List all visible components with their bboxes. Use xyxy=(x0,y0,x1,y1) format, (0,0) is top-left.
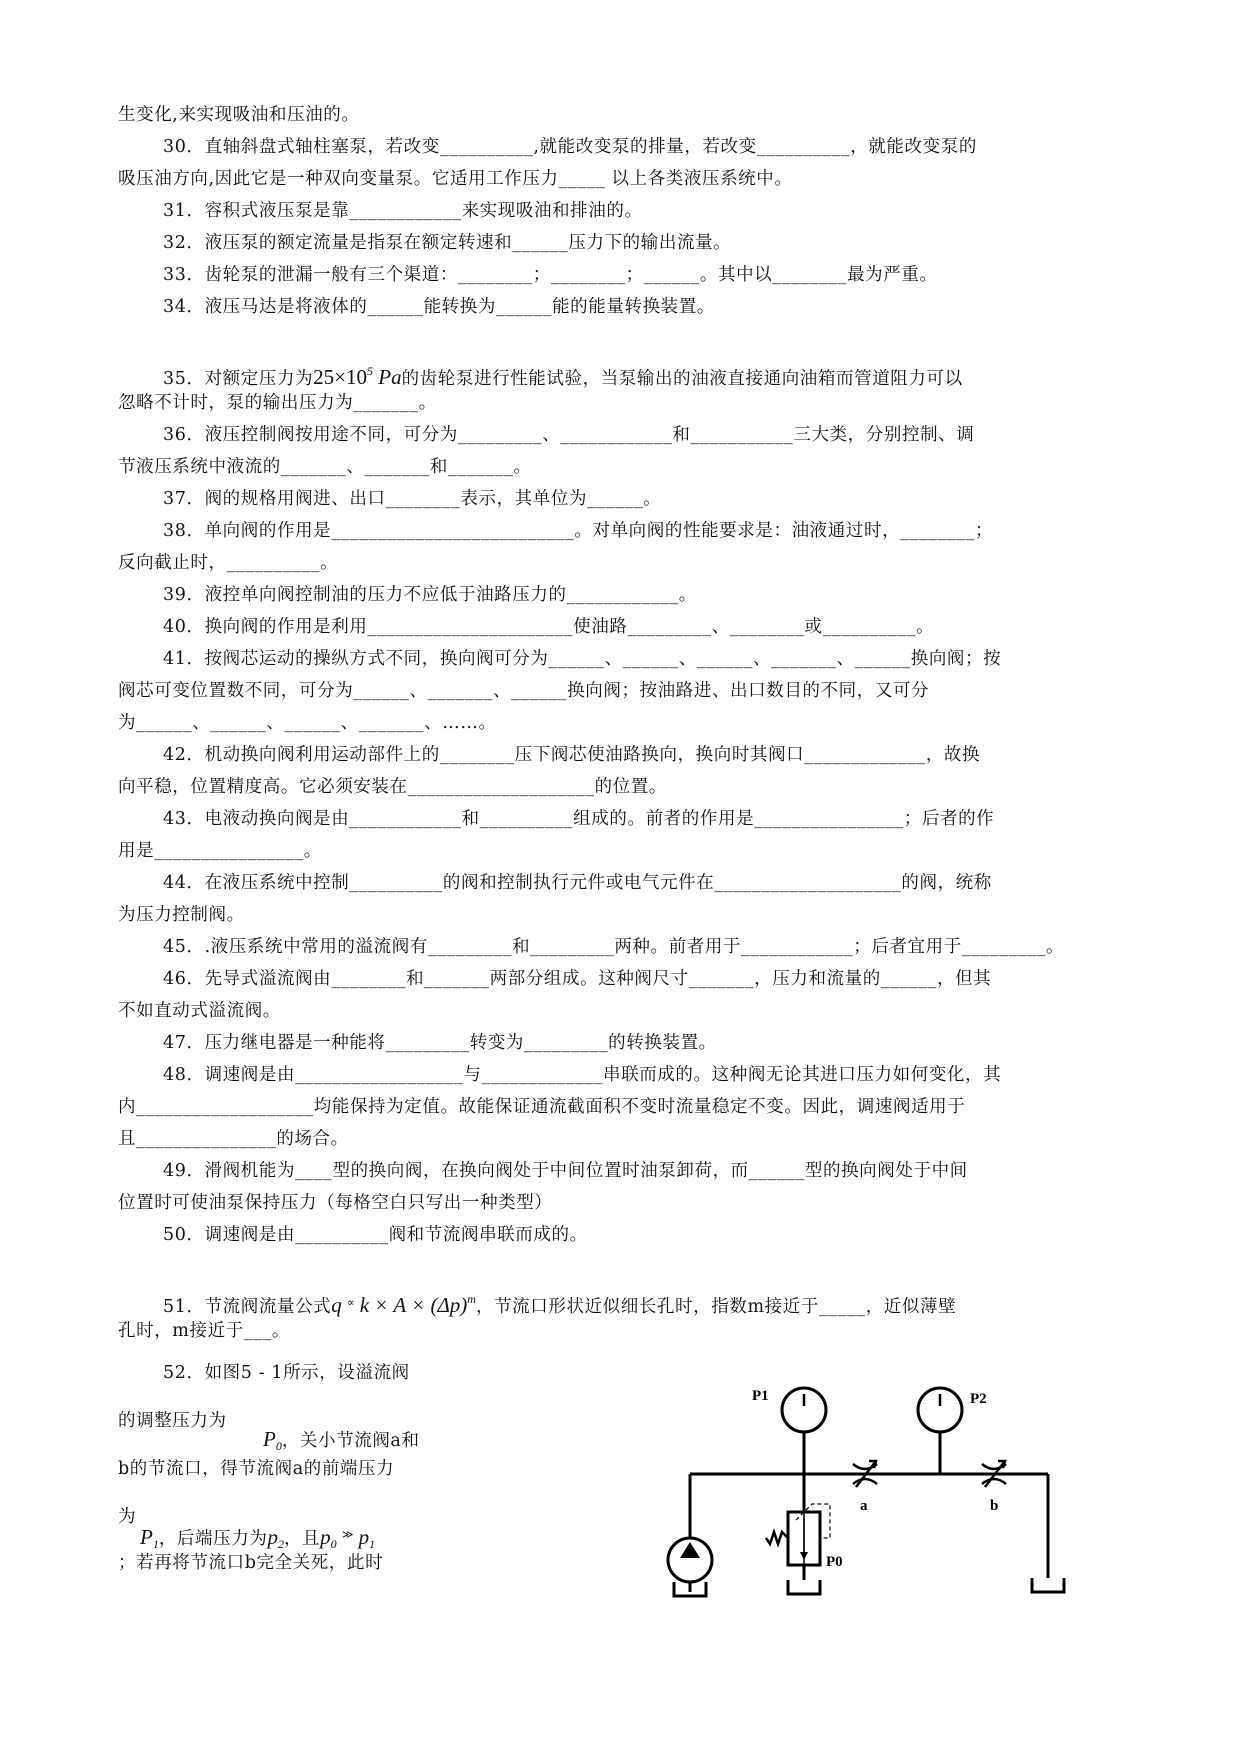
q51-prefix: 51．节流阀流量公式 xyxy=(163,1297,332,1317)
text-line: 节液压系统中液流的_______、_______和_______。 xyxy=(118,457,532,477)
text-line: 阀芯可变位置数不同，可分为______、_______、______换向阀；按油路进、出口数目的不同，又可分 xyxy=(118,681,930,701)
text-line: 41．按阀芯运动的操纵方式不同，换向阀可分为______、______、______、_______、______换向阀；按 xyxy=(163,649,1002,669)
figure-label-a: a xyxy=(860,1498,868,1514)
text-line: 36．液压控制阀按用途不同，可分为_________、____________和___________三大类，分别控制、调 xyxy=(163,425,975,445)
text-line: 38．单向阀的作用是__________________________。对单向阀的性能要求是：油液通过时，________； xyxy=(163,521,994,541)
q51-formula: q ∝ $k \times A \times (\Delta p)^m$ xyxy=(331,1292,476,1317)
text-line: 向平稳，位置精度高。它必须安装在____________________的位置。 xyxy=(118,777,667,797)
text-line: b的节流口，得节流阀a的前端压力 xyxy=(118,1459,395,1479)
text-line: 30．直轴斜盘式轴柱塞泵，若改变__________,就能改变泵的排量，若改变__________，就能改变泵的 xyxy=(163,137,977,157)
text-line: 用是________________。 xyxy=(118,841,322,861)
text-line: 位置时可使油泵保持压力（每格空白只写出一种类型） xyxy=(118,1193,553,1213)
q52-p1-line: $P_1$，后端压力为$p_2$，且$p_0$ ≫ $p_1$ xyxy=(140,1525,376,1551)
q35-suffix: 的齿轮泵进行性能试验，当泵输出的油液直接通向油箱而管道阻力可以 xyxy=(401,369,963,389)
text-line: 33．齿轮泵的泄漏一般有三个渠道：________；________；______。其中以________最为严重。 xyxy=(163,265,938,285)
text-line: 39．液控单向阀控制油的压力不应低于油路压力的____________。 xyxy=(163,585,697,605)
text-line: ；若再将节流口b完全关死，此时 xyxy=(118,1553,384,1573)
question-51 xyxy=(163,1292,956,1318)
text-line: 生变化,来实现吸油和压油的。 xyxy=(118,105,360,125)
q52-P0: $P_0$ xyxy=(263,1427,282,1453)
figure-label-p2: P2 xyxy=(970,1391,987,1407)
text-line: 48．调速阀是由__________________与_____________串联而成的。这种阀无论其进口压力如何变化，其 xyxy=(163,1065,1002,1085)
hydraulic-circuit-figure xyxy=(660,1370,1080,1600)
text-line: 49．滑阀机能为____型的换向阀，在换向阀处于中间位置时油泵卸荷，而______型的换向阀处于中间 xyxy=(163,1161,968,1181)
text-line: 为压力控制阀。 xyxy=(118,905,245,925)
text-line: 34．液压马达是将液体的______能转换为______能的能量转换装置。 xyxy=(163,297,715,317)
text-line: 40．换向阀的作用是利用______________________使油路_________、________或__________。 xyxy=(163,617,935,637)
text-line: 为______、______、______、_______、……。 xyxy=(118,713,497,733)
text-line: 47．压力继电器是一种能将_________转变为_________的转换装置。 xyxy=(163,1033,717,1053)
text-line: 42．机动换向阀利用运动部件上的________压下阀芯使油路换向，换向时其阀口_____________，故换 xyxy=(163,745,981,765)
text-line: 吸压油方向,因此它是一种双向变量泵。它适用工作压力_____ 以上各类液压系统中。 xyxy=(118,169,793,189)
text-line: 的调整压力为 xyxy=(118,1411,227,1431)
q52-p0-line: $P_0$，关小节流阀a和 xyxy=(263,1427,420,1453)
text-line: 37．阀的规格用阀进、出口________表示，其单位为______。 xyxy=(163,489,662,509)
q51-suffix: ，节流口形状近似细长孔时，指数m接近于_____，近似薄壁 xyxy=(475,1297,957,1317)
text-line: 不如直动式溢流阀。 xyxy=(118,1001,281,1021)
text-line: 孔时，m接近于___。 xyxy=(118,1321,290,1341)
text-line: 46．先导式溢流阀由________和_______两部分组成。这种阀尺寸_______，压力和流量的______，但其 xyxy=(163,969,992,989)
q35-formula: $25\times 10^5$ Pa xyxy=(313,364,402,389)
text-line: 31．容积式液压泵是靠____________来实现吸油和排油的。 xyxy=(163,201,643,221)
text-line: 内___________________均能保持为定值。故能保证通流截面积不变时流量稳定不变。因此，调速阀适用于 xyxy=(118,1097,966,1117)
text-line: 44．在液压系统中控制__________的阀和控制执行元件或电气元件在____________________的阀，统称 xyxy=(163,873,992,893)
figure-label-p1: P1 xyxy=(752,1388,769,1404)
text-line: 且_______________的场合。 xyxy=(118,1129,349,1149)
text-line: 45．.液压系统中常用的溢流阀有_________和_________两种。前者用于____________；后者宜用于_________。 xyxy=(163,937,1065,957)
text-line: 忽略不计时，泵的输出压力为_______。 xyxy=(118,393,437,413)
tank-relief-icon xyxy=(788,1580,820,1594)
tank-right-icon xyxy=(1032,1578,1064,1592)
text-line: 32．液压泵的额定流量是指泵在额定转速和______压力下的输出流量。 xyxy=(163,233,732,253)
q35-prefix: 35．对额定压力为 xyxy=(163,369,314,389)
figure-label-p0: P0 xyxy=(826,1554,843,1570)
text-line: 43．电液动换向阀是由____________和__________组成的。前者的作用是________________；后者的作 xyxy=(163,809,995,829)
relief-valve-icon xyxy=(766,1504,830,1565)
figure-label-b: b xyxy=(990,1498,999,1514)
text-line: 为 xyxy=(118,1507,137,1527)
question-35 xyxy=(163,366,963,390)
text-line: 反向截止时，__________。 xyxy=(118,553,339,573)
text-line: 50．调速阀是由__________阀和节流阀串联而成的。 xyxy=(163,1225,588,1245)
text-line: 52．如图5 - 1所示，设溢流阀 xyxy=(163,1363,410,1383)
